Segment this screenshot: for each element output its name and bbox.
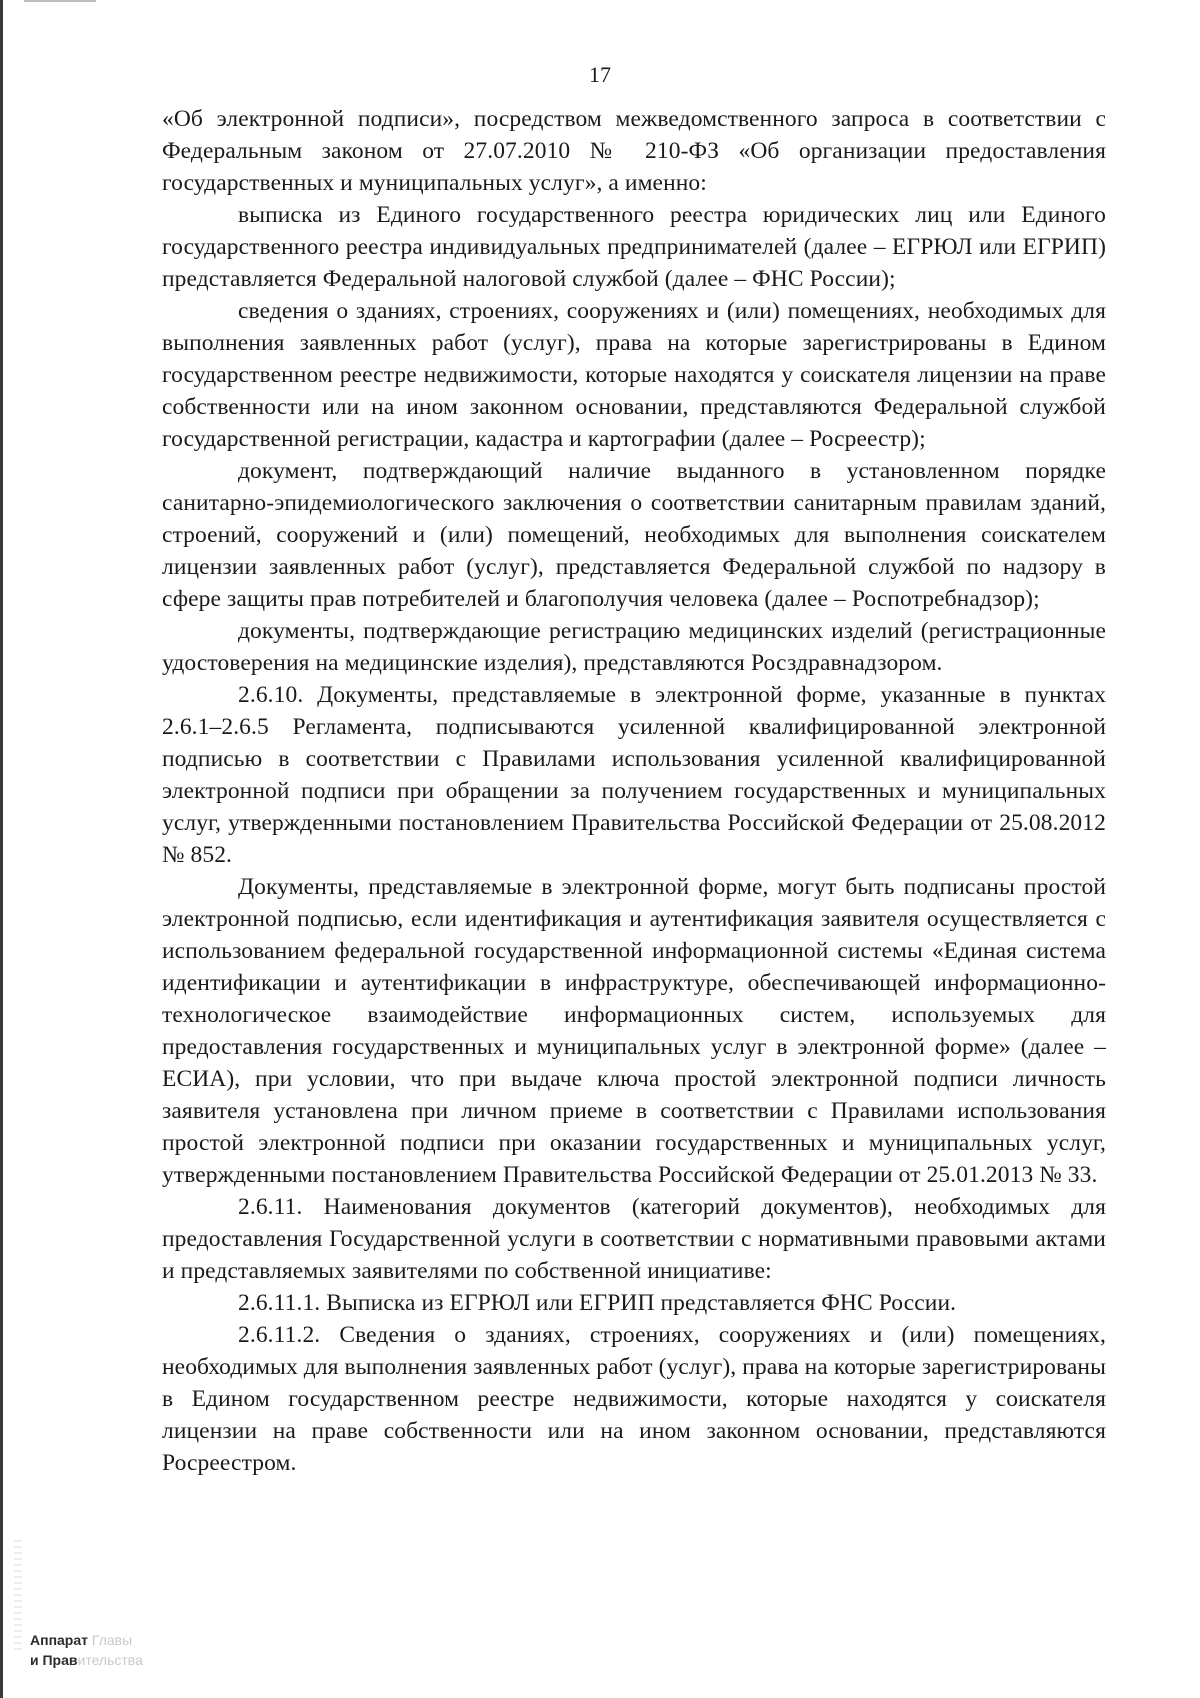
- stamp-line-2-faint: ительства: [77, 1652, 143, 1668]
- paragraph-2-6-11-1: 2.6.11.1. Выписка из ЕГРЮЛ или ЕГРИП представляется ФНС России.: [238, 1290, 957, 1316]
- stamp-line-1-clear: Аппарат: [30, 1632, 89, 1648]
- scan-left-edge: [0, 0, 3, 1698]
- scan-top-mark: [24, 0, 96, 2]
- page-number: 17: [589, 62, 611, 87]
- paragraph-medical-devices: документы, подтверждающие регистрацию медицинских изделий (регистрационные удостоверения на медицинские изделия), представляются Росздравнадзором.: [162, 618, 1106, 676]
- office-stamp: [30, 1630, 250, 1670]
- paragraph-continuation: «Об электронной подписи», посредством межведомственного запроса в соответствии с Федеральным законом от 27.07.2010 № 210-ФЗ «Об организации предоставления государственных и муниципальных услуг», а именно:: [162, 106, 1106, 196]
- paragraph-2-6-10: 2.6.10. Документы, представляемые в электронной форме, указанные в пунктах 2.6.1–2.6.5 Регламента, подписываются усиленной квалифицированной электронной подписью в соответствии с Правилами использования усиленной квалифицированной электронной подписи при обращении за получением государственных и муниципальных услуг, утвержденными постановлением Правительства Российской Федерации от 25.08.2012 № 852.: [162, 682, 1106, 868]
- stamp-line-2-clear: и Прав: [30, 1652, 78, 1668]
- paragraph-2-6-11: 2.6.11. Наименования документов (категорий документов), необходимых для предоставления Государственной услуги в соответствии с нормативными правовыми актами и представляемых заявителями по собственной инициативе:: [162, 1194, 1106, 1284]
- paragraph-2-6-11-2: 2.6.11.2. Сведения о зданиях, строениях, сооружениях и (или) помещениях, необходимых для выполнения заявленных работ (услуг), права на которые зарегистрированы в Едином государственном реестре недвижимости, которые находятся у соискателя лицензии на праве собственности или на ином законном основании, представляются Росреестром.: [162, 1322, 1106, 1476]
- stamp-line-1-faint: Главы: [91, 1632, 133, 1648]
- stamp-line-1: [30, 1630, 250, 1650]
- paragraph-egrul-extract: выписка из Единого государственного реестра юридических лиц или Единого государственного реестра индивидуальных предпринимателей (далее – ЕГРЮЛ или ЕГРИП) представляется Федеральной налоговой службой (далее – ФНС России);: [162, 202, 1106, 292]
- paragraph-buildings-info: сведения о зданиях, строениях, сооружениях и (или) помещениях, необходимых для выполнения заявленных работ (услуг), права на которые зарегистрированы в Едином государственном реестре недвижимости, которые находятся у соискателя лицензии на праве собственности или на ином законном основании, представляются Федеральной службой государственной регистрации, кадастра и картографии (далее – Росреестр);: [162, 298, 1106, 452]
- document-body: [162, 103, 1106, 1479]
- scan-speckle: [14, 1540, 22, 1650]
- paragraph-sanitary-conclusion: документ, подтверждающий наличие выданного в установленном порядке санитарно-эпидемиологического заключения о соответствии санитарным правилам зданий, строений, сооружений и (или) помещений, необходимых для выполнения соискателем лицензии заявленных работ (услуг), представляется Федеральной службой по надзору в сфере защиты прав потребителей и благополучия человека (далее – Роспотребнадзор);: [162, 458, 1106, 612]
- paragraph-simple-signature: Документы, представляемые в электронной форме, могут быть подписаны простой электронной подписью, если идентификация и аутентификация заявителя осуществляется с использованием федеральной государственной информационной системы «Единая система идентификации и аутентификации в инфраструктуре, обеспечивающей информационно-технологическое взаимодействие информационных систем, используемых для предоставления государственных и муниципальных услуг в электронной форме» (далее – ЕСИА), при условии, что при выдаче ключа простой электронной подписи личность заявителя установлена при личном приеме в соответствии с Правилами использования простой электронной подписи при оказании государственных и муниципальных услуг, утвержденными постановлением Правительства Российской Федерации от 25.01.2013 № 33.: [162, 874, 1106, 1188]
- stamp-line-2: [30, 1650, 250, 1670]
